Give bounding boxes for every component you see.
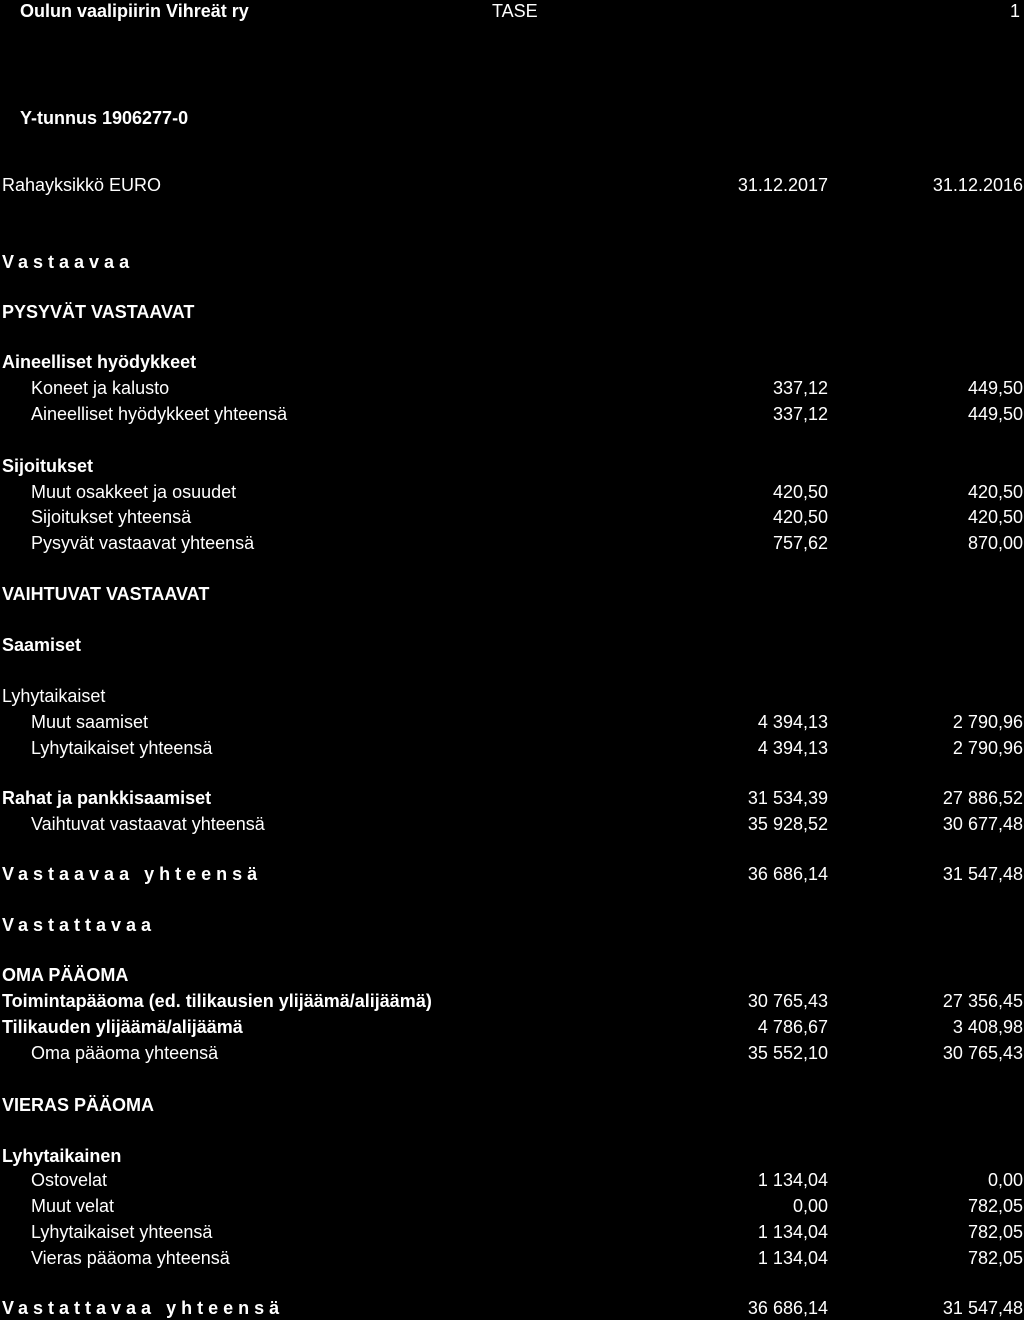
section-liabilities-title: Vastattavaa	[2, 915, 157, 935]
column-header-2017: 31.12.2017	[737, 175, 828, 195]
organization-name: Oulun vaalipiirin Vihreät ry	[20, 1, 249, 21]
row-value-2016: 3 408,98	[952, 1017, 1023, 1037]
row-label: Muut saamiset	[31, 712, 149, 732]
row-value-2017: 4 394,13	[757, 712, 828, 732]
document-title: TASE	[492, 1, 538, 21]
row-value-2016: 449,50	[967, 404, 1023, 424]
row-label: Lyhytaikaiset yhteensä	[31, 1222, 213, 1242]
row-value-2016: 420,50	[967, 507, 1023, 527]
row-value-2016: 31 547,48	[942, 864, 1023, 884]
column-header-2016: 31.12.2016	[932, 175, 1023, 195]
heading-debt: VIERAS PÄÄOMA	[2, 1095, 155, 1115]
row-value-2017: 30 765,43	[747, 991, 828, 1011]
row-value-2017: 757,62	[772, 533, 828, 553]
row-value-2016: 2 790,96	[952, 712, 1023, 732]
page-number: 1	[1010, 1, 1021, 21]
row-label: Tilikauden ylijäämä/alijäämä	[2, 1017, 243, 1037]
row-value-2017: 36 686,14	[747, 864, 828, 884]
heading-receivables: Saamiset	[2, 635, 82, 655]
heading-investments: Sijoitukset	[2, 456, 94, 476]
row-label: Lyhytaikaiset yhteensä	[31, 738, 213, 758]
row-value-2016: 31 547,48	[942, 1298, 1023, 1318]
row-label: Muut osakkeet ja osuudet	[31, 482, 237, 502]
row-label: Vieras pääoma yhteensä	[31, 1248, 230, 1268]
heading-equity: OMA PÄÄOMA	[2, 965, 129, 985]
heading-tangible: Aineelliset hyödykkeet	[2, 352, 197, 372]
heading-current-assets: VAIHTUVAT VASTAAVAT	[2, 584, 210, 604]
row-value-2017: 31 534,39	[747, 788, 828, 808]
heading-short-term: Lyhytaikaiset	[2, 686, 106, 706]
row-value-2016: 782,05	[967, 1248, 1023, 1268]
row-value-2016: 27 356,45	[942, 991, 1023, 1011]
currency-unit: Rahayksikkö EURO	[2, 175, 162, 195]
row-label: Ostovelat	[31, 1170, 108, 1190]
row-value-2016: 0,00	[987, 1170, 1023, 1190]
row-value-2017: 1 134,04	[757, 1248, 828, 1268]
row-label: Toimintapääoma (ed. tilikausien ylijäämä/alijäämä)	[2, 991, 432, 1011]
row-label: Muut velat	[31, 1196, 115, 1216]
row-value-2017: 4 786,67	[757, 1017, 828, 1037]
row-value-2016: 30 677,48	[942, 814, 1023, 834]
row-label: Vaihtuvat vastaavat yhteensä	[31, 814, 265, 834]
section-assets-title: Vastaavaa	[2, 252, 135, 272]
row-value-2017: 0,00	[792, 1196, 828, 1216]
row-value-2016: 449,50	[967, 378, 1023, 398]
row-value-2016: 870,00	[967, 533, 1023, 553]
row-label: Pysyvät vastaavat yhteensä	[31, 533, 255, 553]
row-value-2016: 2 790,96	[952, 738, 1023, 758]
row-value-2017: 337,12	[772, 404, 828, 424]
row-value-2017: 420,50	[772, 507, 828, 527]
row-label: Koneet ja kalusto	[31, 378, 170, 398]
row-value-2017: 337,12	[772, 378, 828, 398]
row-value-2016: 27 886,52	[942, 788, 1023, 808]
row-value-2017: 36 686,14	[747, 1298, 828, 1318]
heading-short-term-debt: Lyhytaikainen	[2, 1146, 122, 1166]
row-value-2017: 420,50	[772, 482, 828, 502]
row-label: Rahat ja pankkisaamiset	[2, 788, 212, 808]
row-value-2017: 1 134,04	[757, 1222, 828, 1242]
row-label: Sijoitukset yhteensä	[31, 507, 192, 527]
business-id: Y-tunnus 1906277-0	[20, 108, 189, 128]
assets-total-label: Vastaavaa yhteensä	[2, 864, 263, 884]
row-value-2017: 35 928,52	[747, 814, 828, 834]
liabilities-total-label: Vastattavaa yhteensä	[2, 1298, 285, 1318]
row-value-2016: 420,50	[967, 482, 1023, 502]
row-value-2016: 782,05	[967, 1222, 1023, 1242]
row-value-2017: 4 394,13	[757, 738, 828, 758]
row-value-2016: 30 765,43	[942, 1043, 1023, 1063]
row-label: Oma pääoma yhteensä	[31, 1043, 219, 1063]
row-value-2017: 1 134,04	[757, 1170, 828, 1190]
row-label: Aineelliset hyödykkeet yhteensä	[31, 404, 288, 424]
row-value-2017: 35 552,10	[747, 1043, 828, 1063]
row-value-2016: 782,05	[967, 1196, 1023, 1216]
heading-fixed-assets: PYSYVÄT VASTAAVAT	[2, 302, 195, 322]
